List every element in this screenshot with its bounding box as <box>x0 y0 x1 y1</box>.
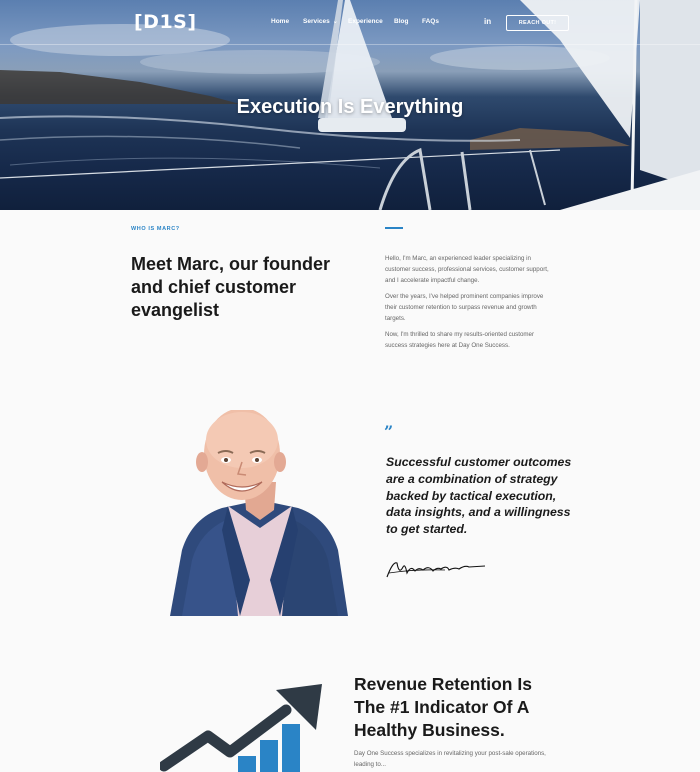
linkedin-icon[interactable]: in <box>484 17 492 26</box>
hero-banner <box>0 0 700 210</box>
quote-icon: ” <box>384 422 394 441</box>
nav-item-blog[interactable]: Blog <box>394 18 409 25</box>
signature-image <box>385 557 490 581</box>
nav-item-services[interactable] <box>303 18 338 25</box>
chevron-down-icon: ⌄ <box>332 19 338 25</box>
revenue-body: Day One Success specializes in revitalizing your post-sale operations, leading to... <box>354 750 546 768</box>
top-navigation-bar <box>0 0 700 45</box>
nav-item-experience[interactable]: Experience <box>348 18 383 25</box>
nav-item-services-label: Services <box>303 18 330 25</box>
about-paragraph: Hello, I'm Marc, an experienced leader specializing in customer success, professional services, customer support, and I accelerate impactful change. <box>385 255 549 284</box>
about-paragraph: Now, I'm thrilled to share my results-oriented customer success strategies here at Day One Success. <box>385 331 535 349</box>
nav-item-home[interactable]: Home <box>271 18 290 25</box>
quote-text: Successful customer outcomes are a combination of strategy backed by tactical execution, data insights, and a willingness to get started. <box>386 455 572 537</box>
marc-portrait-photo <box>170 410 350 616</box>
nav-item-faqs[interactable]: FAQs <box>422 18 439 25</box>
site-logo[interactable]: [D1S] <box>134 11 197 33</box>
about-body <box>385 253 555 356</box>
about-paragraph: Over the years, I've helped prominent companies improve their customer retention to surpass revenue and growth targets. <box>385 293 544 322</box>
hero-title: Execution Is Everything <box>236 96 464 118</box>
section-eyebrow: WHO IS MARC? <box>131 226 180 232</box>
accent-divider <box>385 227 403 229</box>
about-heading: Meet Marc, our founder and chief customer evangelist <box>131 254 331 320</box>
reach-out-button[interactable]: REACH OUT! <box>506 15 569 31</box>
growth-chart-graphic <box>160 680 330 772</box>
revenue-heading: Revenue Retention Is The #1 Indicator Of A Healthy Business. <box>354 674 532 740</box>
